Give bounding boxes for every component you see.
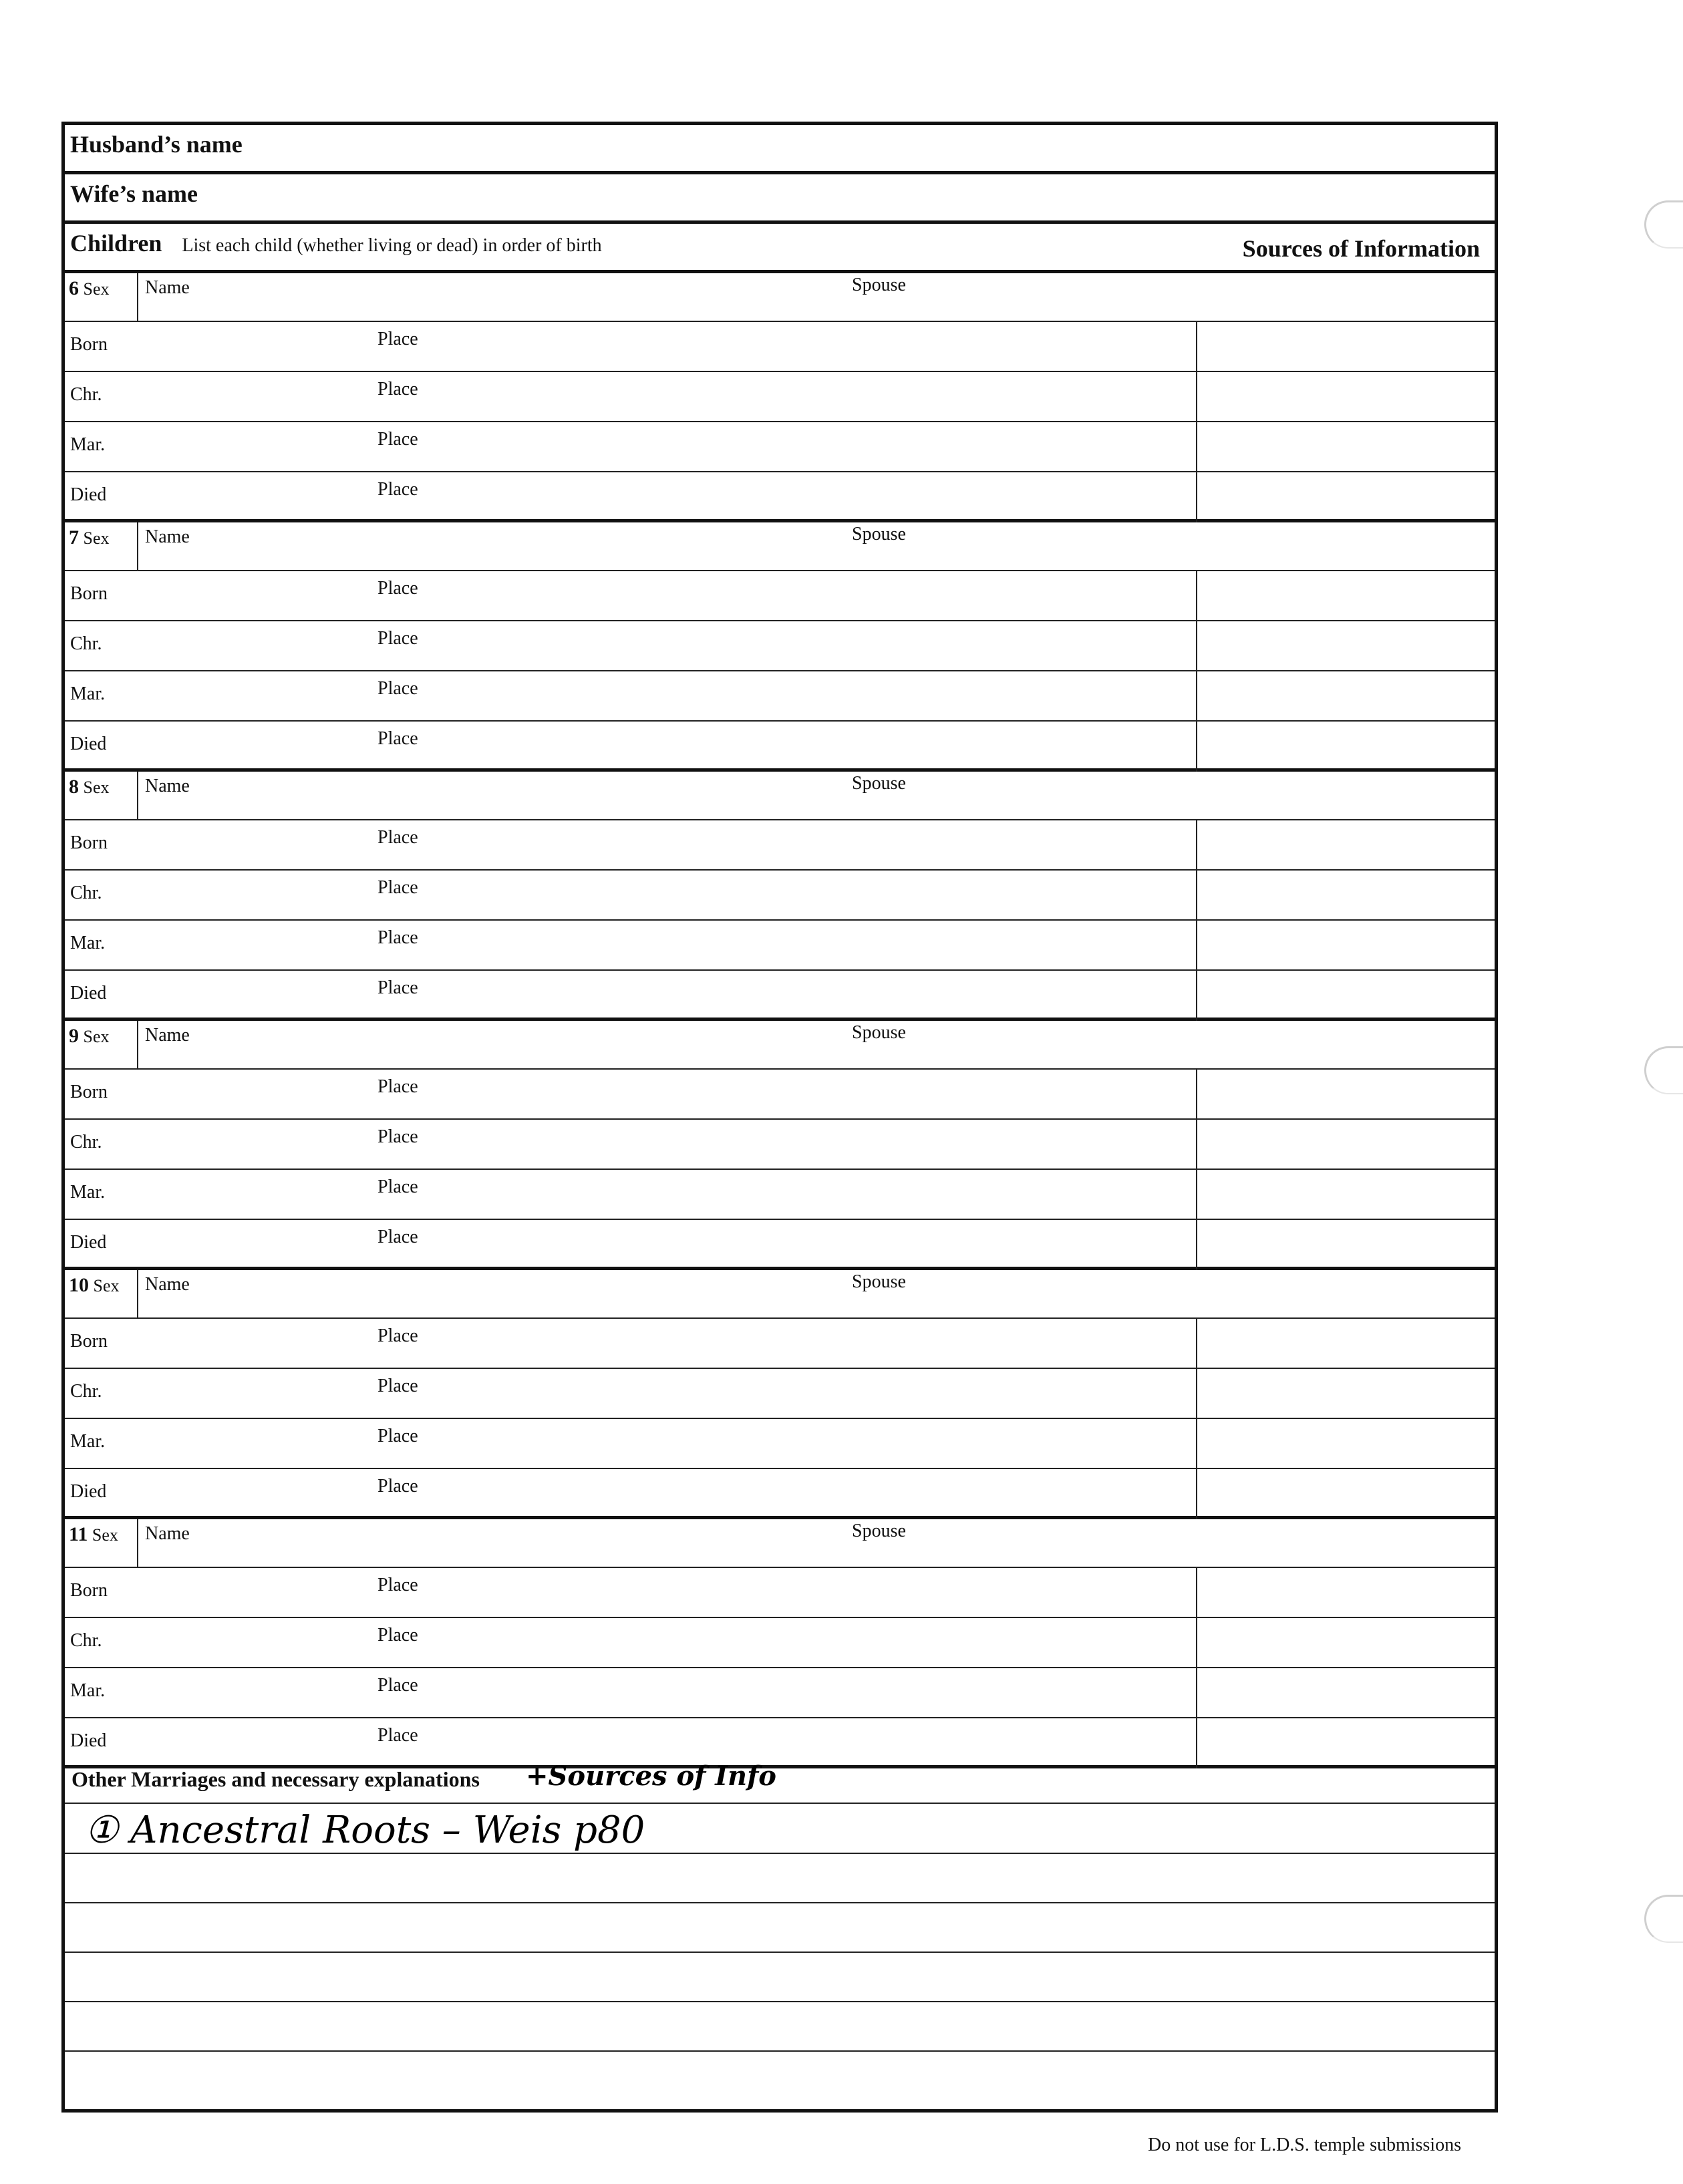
sex-label: Sex: [83, 279, 110, 299]
event-label: Died: [70, 1232, 107, 1253]
punch-hole-mark: [1644, 1046, 1683, 1094]
source-cell[interactable]: [1196, 1369, 1495, 1418]
event-row[interactable]: [65, 871, 1495, 921]
source-cell[interactable]: [1196, 621, 1495, 670]
place-label: Place: [377, 1675, 418, 1696]
child-sex-cell[interactable]: [65, 1021, 138, 1068]
child-number: 8: [69, 776, 79, 798]
name-label: Name: [145, 1523, 190, 1544]
note-line[interactable]: [65, 1952, 1495, 1953]
child-entry: [65, 1021, 1495, 1270]
punch-hole-mark: [1644, 1895, 1683, 1943]
name-label: Name: [145, 526, 190, 547]
event-label: Chr.: [70, 1630, 102, 1651]
source-cell[interactable]: [1196, 1469, 1495, 1519]
note-line[interactable]: [65, 1902, 1495, 1903]
event-row[interactable]: [65, 971, 1495, 1021]
place-label: Place: [377, 1625, 418, 1646]
source-cell[interactable]: [1196, 971, 1495, 1021]
place-label: Place: [377, 827, 418, 848]
spouse-label: Spouse: [852, 1521, 906, 1541]
child-entry: [65, 273, 1495, 522]
child-sex-cell[interactable]: [65, 273, 138, 321]
child-entry: [65, 522, 1495, 772]
event-row[interactable]: [65, 322, 1495, 372]
source-cell[interactable]: [1196, 671, 1495, 720]
place-label: Place: [377, 678, 418, 699]
spouse-label: Spouse: [852, 1271, 906, 1292]
name-label: Name: [145, 1274, 190, 1295]
child-number: 10: [69, 1274, 89, 1296]
child-name-row[interactable]: [65, 772, 1495, 820]
place-label: Place: [377, 1126, 418, 1147]
name-label: Name: [145, 277, 190, 298]
event-row[interactable]: [65, 1668, 1495, 1718]
event-label: Chr.: [70, 883, 102, 903]
footer-note: Do not use for L.D.S. temple submissions: [1148, 2135, 1461, 2155]
sex-label: Sex: [93, 1276, 120, 1295]
source-cell[interactable]: [1196, 472, 1495, 522]
note-line[interactable]: [65, 2050, 1495, 2052]
event-row[interactable]: [65, 1319, 1495, 1369]
child-sex-cell[interactable]: [65, 1519, 138, 1567]
source-cell[interactable]: [1196, 1220, 1495, 1270]
child-name-row[interactable]: [65, 1021, 1495, 1070]
child-name-row[interactable]: [65, 1270, 1495, 1319]
event-label: Mar.: [70, 1182, 106, 1203]
event-label: Mar.: [70, 434, 106, 455]
place-label: Place: [377, 1426, 418, 1446]
place-label: Place: [377, 927, 418, 948]
place-label: Place: [377, 877, 418, 898]
sources-of-information-label: Sources of Information: [1242, 235, 1480, 262]
place-label: Place: [377, 628, 418, 649]
place-label: Place: [377, 1376, 418, 1396]
event-label: Died: [70, 484, 107, 505]
child-number: 6: [69, 277, 79, 299]
source-cell[interactable]: [1196, 571, 1495, 620]
place-label: Place: [377, 1076, 418, 1097]
source-cell[interactable]: [1196, 372, 1495, 421]
place-label: Place: [377, 1725, 418, 1746]
event-row[interactable]: [65, 1469, 1495, 1519]
children-label: Children List each child (whether living or dead) in order of birth: [70, 230, 602, 257]
event-row[interactable]: [65, 1369, 1495, 1419]
event-label: Died: [70, 983, 107, 1003]
event-label: Mar.: [70, 1431, 106, 1452]
place-label: Place: [377, 429, 418, 450]
source-cell[interactable]: [1196, 1319, 1495, 1368]
event-row[interactable]: [65, 621, 1495, 671]
note-line[interactable]: [65, 2001, 1495, 2002]
event-row[interactable]: [65, 820, 1495, 871]
event-label: Chr.: [70, 633, 102, 654]
note-line[interactable]: [65, 1853, 1495, 1854]
event-label: Born: [70, 583, 108, 604]
place-label: Place: [377, 379, 418, 400]
event-label: Born: [70, 334, 108, 355]
event-row[interactable]: [65, 1070, 1495, 1120]
child-sex-cell[interactable]: [65, 1270, 138, 1317]
event-row[interactable]: [65, 1568, 1495, 1618]
event-label: Died: [70, 1730, 107, 1751]
place-label: Place: [377, 329, 418, 349]
source-cell[interactable]: [1196, 1618, 1495, 1667]
children-header: [65, 224, 1495, 273]
other-marriages-section: [65, 1755, 1495, 2109]
child-number: 7: [69, 526, 79, 549]
place-label: Place: [377, 1575, 418, 1595]
place-label: Place: [377, 578, 418, 599]
sex-label: Sex: [83, 528, 110, 548]
event-row[interactable]: [65, 671, 1495, 722]
source-cell[interactable]: [1196, 820, 1495, 869]
event-label: Mar.: [70, 1680, 106, 1701]
sex-label: Sex: [83, 1027, 110, 1046]
wife-name-label: Wife’s name: [70, 180, 198, 207]
source-cell[interactable]: [1196, 1419, 1495, 1468]
event-row[interactable]: [65, 472, 1495, 522]
sex-label: Sex: [83, 778, 110, 797]
event-row[interactable]: [65, 422, 1495, 472]
event-label: Died: [70, 1481, 107, 1502]
source-cell[interactable]: [1196, 1668, 1495, 1717]
wife-name-row[interactable]: [65, 174, 1495, 224]
place-label: Place: [377, 1476, 418, 1497]
child-number: 9: [69, 1025, 79, 1047]
event-label: Born: [70, 832, 108, 853]
source-cell[interactable]: [1196, 1120, 1495, 1168]
notes-handwritten-header: +Sources of Info: [526, 1760, 776, 1792]
event-row[interactable]: [65, 1618, 1495, 1668]
place-label: Place: [377, 728, 418, 749]
husband-name-label: Husband’s name: [70, 131, 243, 158]
punch-hole-mark: [1644, 200, 1683, 249]
event-row[interactable]: [65, 722, 1495, 772]
event-row[interactable]: [65, 1220, 1495, 1270]
source-cell[interactable]: [1196, 921, 1495, 969]
family-group-form: [61, 122, 1498, 2113]
event-label: Chr.: [70, 1132, 102, 1152]
event-row[interactable]: [65, 571, 1495, 621]
child-name-row[interactable]: [65, 273, 1495, 322]
child-sex-cell[interactable]: [65, 522, 138, 570]
child-number: 11: [69, 1523, 88, 1545]
source-cell[interactable]: [1196, 1070, 1495, 1118]
source-cell[interactable]: [1196, 422, 1495, 471]
note-entry-1: ① Ancestral Roots – Weis p80: [85, 1809, 645, 1852]
place-label: Place: [377, 1227, 418, 1247]
child-entry: [65, 772, 1495, 1021]
event-label: Mar.: [70, 933, 106, 953]
event-row[interactable]: [65, 1120, 1495, 1170]
spouse-label: Spouse: [852, 1022, 906, 1043]
event-label: Born: [70, 1082, 108, 1102]
name-label: Name: [145, 1025, 190, 1046]
name-label: Name: [145, 776, 190, 796]
children-instruction: List each child (whether living or dead) in order of birth: [182, 235, 602, 256]
event-label: Born: [70, 1331, 108, 1352]
spouse-label: Spouse: [852, 773, 906, 794]
child-sex-cell[interactable]: [65, 772, 138, 819]
event-row[interactable]: [65, 1419, 1495, 1469]
notes-label: Other Marriages and necessary explanations: [71, 1767, 480, 1791]
source-cell[interactable]: [1196, 1170, 1495, 1219]
place-label: Place: [377, 1177, 418, 1197]
place-label: Place: [377, 479, 418, 500]
event-row[interactable]: [65, 372, 1495, 422]
child-entry: [65, 1519, 1495, 1768]
source-cell[interactable]: [1196, 1568, 1495, 1617]
source-cell[interactable]: [1196, 722, 1495, 772]
place-label: Place: [377, 1325, 418, 1346]
child-name-row[interactable]: [65, 522, 1495, 571]
event-label: Chr.: [70, 1381, 102, 1402]
spouse-label: Spouse: [852, 524, 906, 544]
sex-label: Sex: [92, 1525, 118, 1545]
place-label: Place: [377, 977, 418, 998]
husband-name-row[interactable]: [65, 125, 1495, 174]
event-label: Mar.: [70, 683, 106, 704]
notes-header: [65, 1755, 1495, 1804]
event-label: Born: [70, 1580, 108, 1601]
event-row[interactable]: [65, 921, 1495, 971]
source-cell[interactable]: [1196, 322, 1495, 371]
child-entry: [65, 1270, 1495, 1519]
child-name-row[interactable]: [65, 1519, 1495, 1568]
event-row[interactable]: [65, 1170, 1495, 1220]
spouse-label: Spouse: [852, 275, 906, 295]
event-label: Chr.: [70, 384, 102, 405]
event-label: Died: [70, 734, 107, 754]
source-cell[interactable]: [1196, 871, 1495, 919]
